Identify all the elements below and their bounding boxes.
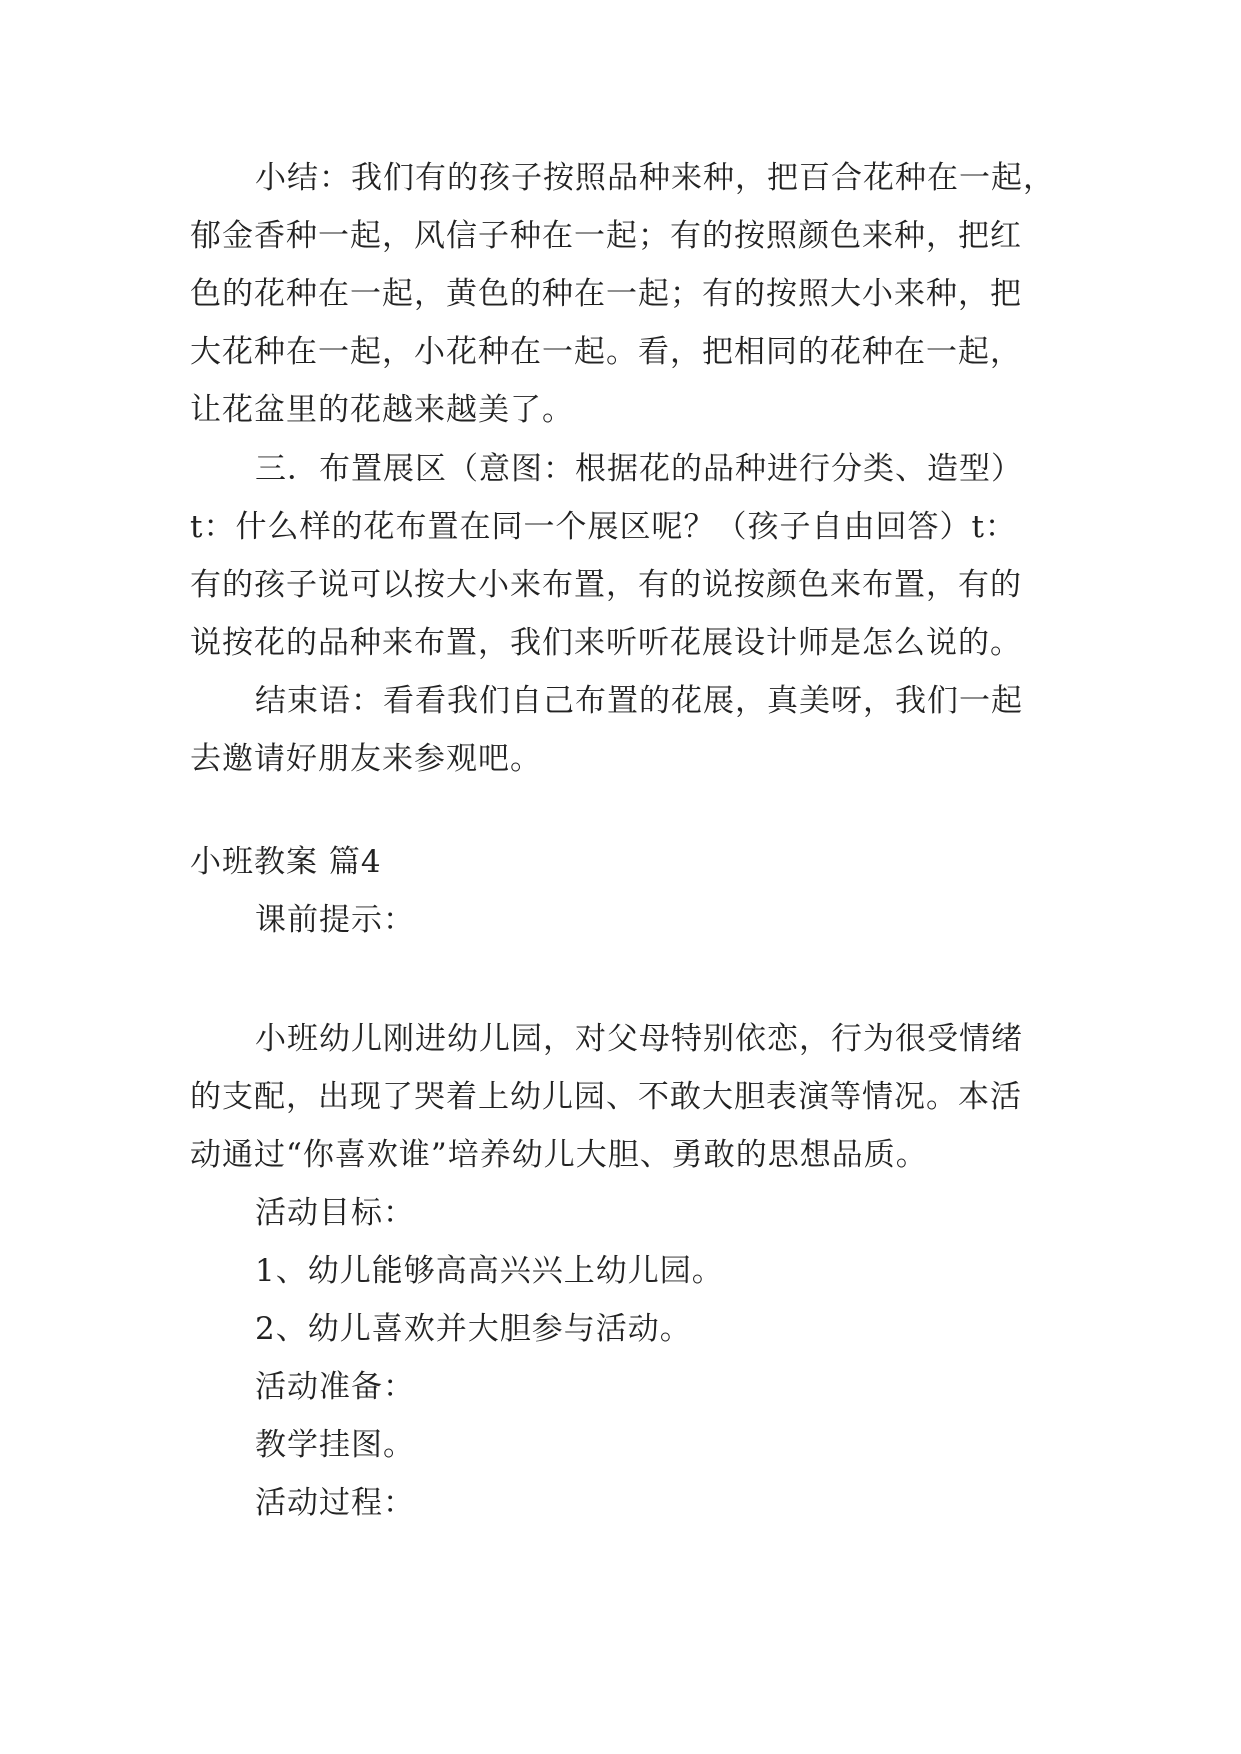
goal-item-2: 2、幼儿喜欢并大胆参与活动。 <box>255 1311 692 1347</box>
summary-line-2: 郁金香种一起，风信子种在一起；有的按照颜色来种，把红 <box>190 218 1022 254</box>
summary-line-1: 小结：我们有的孩子按照品种来种，把百合花种在一起， <box>255 160 1055 196</box>
preparation-item: 教学挂图。 <box>255 1427 415 1463</box>
section-three-line-4: 说按花的品种来布置，我们来听听花展设计师是怎么说的。 <box>190 625 1022 661</box>
lesson-heading: 小班教案 篇4 <box>190 844 382 880</box>
pre-class-tips-label: 课前提示： <box>255 902 415 938</box>
section-three-line-2: t：什么样的花布置在同一个展区呢？（孩子自由回答）t： <box>190 509 1017 545</box>
process-label: 活动过程： <box>255 1485 415 1521</box>
section-three-line-3: 有的孩子说可以按大小来布置，有的说按颜色来布置，有的 <box>190 567 1022 603</box>
goals-label: 活动目标： <box>255 1195 415 1231</box>
intro-line-1: 小班幼儿刚进幼儿园，对父母特别依恋，行为很受情绪 <box>255 1021 1023 1057</box>
section-three-heading: 三．布置展区（意图：根据花的品种进行分类、造型） <box>255 451 1023 487</box>
goal-item-1: 1、幼儿能够高高兴兴上幼儿园。 <box>255 1253 724 1289</box>
summary-line-3: 色的花种在一起，黄色的种在一起；有的按照大小来种，把 <box>190 276 1022 312</box>
intro-line-2: 的支配，出现了哭着上幼儿园、不敢大胆表演等情况。本活 <box>190 1079 1022 1115</box>
preparation-label: 活动准备： <box>255 1369 415 1405</box>
closing-line-2: 去邀请好朋友来参观吧。 <box>190 741 542 777</box>
closing-line-1: 结束语：看看我们自己布置的花展，真美呀，我们一起 <box>255 683 1023 719</box>
summary-line-4: 大花种在一起，小花种在一起。看，把相同的花种在一起， <box>190 334 1022 370</box>
summary-line-5: 让花盆里的花越来越美了。 <box>190 392 574 428</box>
intro-line-3: 动通过“你喜欢谁”培养幼儿大胆、勇敢的思想品质。 <box>190 1137 928 1173</box>
